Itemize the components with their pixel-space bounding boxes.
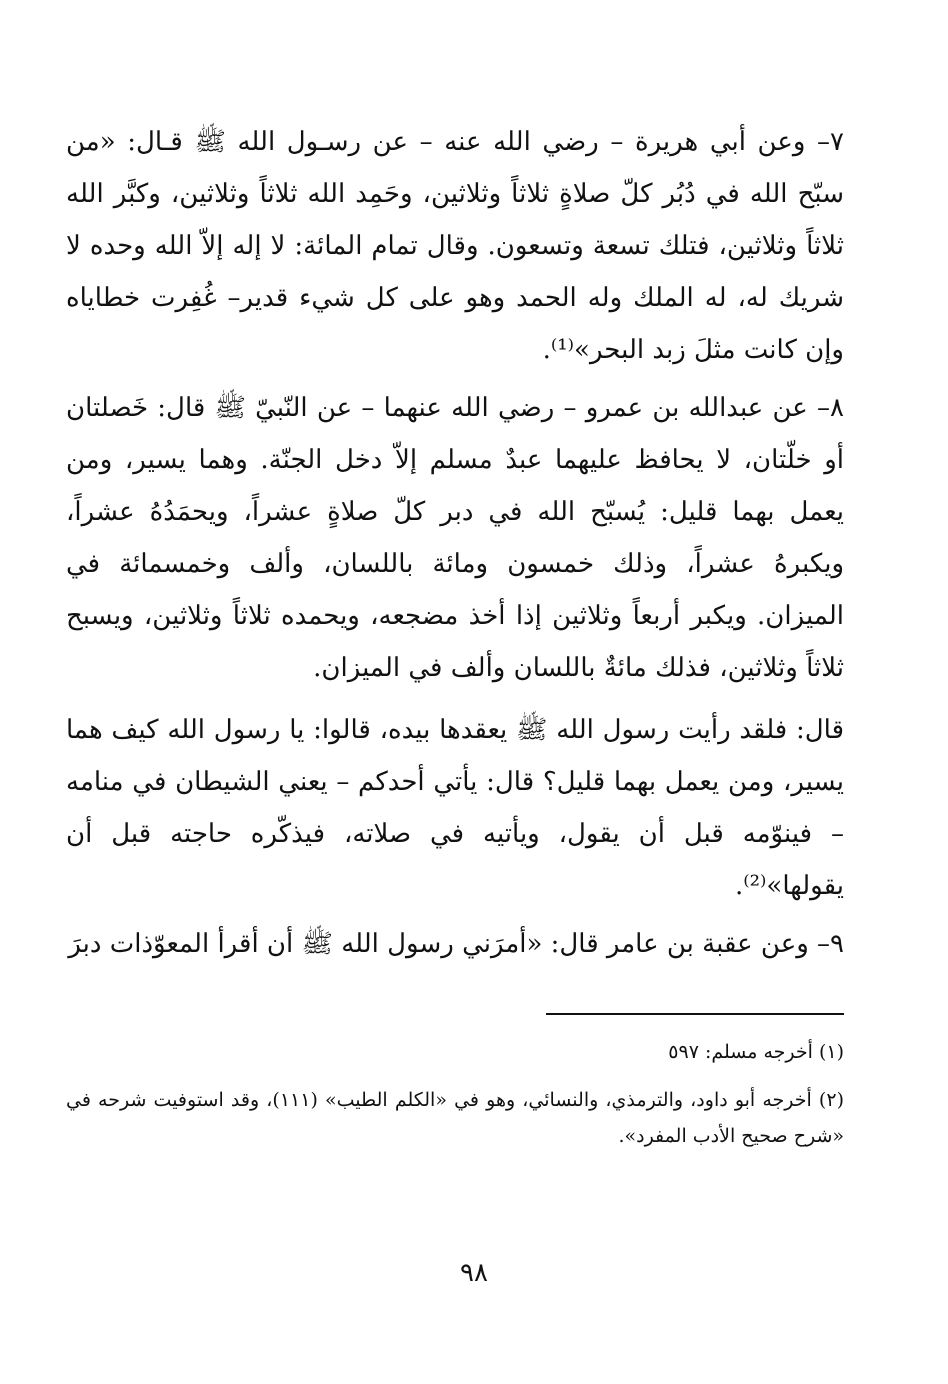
hadith-8-continuation-text: قال: فلقد رأيت رسول الله ﷺ يعقدها بيده، قالوا: يا رسول الله كيف هما يسير، ومن يعمل بهما قليل؟ قال: يأتي أحدكم – يعني الشيطان في منامه – فينوّمه قبل أن يقول، ويأتيه في صلاته، فيذكّره حاجته قبل أن يقولها»⁽²⁾. bbox=[66, 715, 844, 901]
footnote-divider bbox=[546, 1013, 844, 1015]
paragraph-hadith-8 bbox=[66, 382, 844, 694]
paragraph-hadith-9 bbox=[66, 918, 844, 970]
hadith-9-text: ٩– وعن عقبة بن عامر قال: «أمرَني رسول الله ﷺ أن أقرأ المعوّذات دبرَ bbox=[68, 929, 844, 959]
hadith-7-text: ٧– وعن أبي هريرة – رضي الله عنه – عن رسـول الله ﷺ قـال: «من سبّح الله في دُبُر كلّ صلاةٍ ثلاثاً وثلاثين، وحَمِد الله ثلاثاً وثلاثين، وكبَّر الله ثلاثاً وثلاثين، فتلك تسعة وتسعون. وقال تمام المائة: لا إله إلاّ الله وحده لا شريك له، له الملك وله الحمد وهو على كل شيء قدير– غُفِرت خطاياه وإن كانت مثلَ زبد البحر»⁽¹⁾. bbox=[66, 127, 844, 365]
footnote-2: (٢) أخرجه أبو داود، والترمذي، والنسائي، وهو في «الكلم الطيب» (١١١)، وقد استوفيت شرحه في «شرح صحيح الأدب المفرد». bbox=[66, 1089, 844, 1147]
page-number: ٩٨ bbox=[460, 1258, 488, 1288]
hadith-8-text: ٨– عن عبدالله بن عمرو – رضي الله عنهما – عن النّبيّ ﷺ قال: خَصلتان أو خلّتان، لا يحافظ عليهما عبدٌ مسلم إلاّ دخل الجنّة. وهما يسير، ومن يعمل بهما قليل: يُسبّح الله في دبر كلّ صلاةٍ عشراً، ويحمَدُهُ عشراً، ويكبرهُ عشراً، وذلك خمسون ومائة باللسان، وألف وخمسمائة في الميزان. ويكبر أربعاً وثلاثين إذا أخذ مضجعه، ويحمده ثلاثاً وثلاثين، ويسبح ثلاثاً وثلاثين، فذلك مائةٌ باللسان وألف في الميزان. bbox=[66, 393, 844, 683]
footnotes bbox=[66, 1034, 844, 1166]
paragraph-hadith-8-continuation bbox=[66, 704, 844, 912]
footnote-1: (١) أخرجه مسلم: ٥٩٧ bbox=[668, 1041, 844, 1063]
paragraph-hadith-7 bbox=[66, 116, 844, 376]
